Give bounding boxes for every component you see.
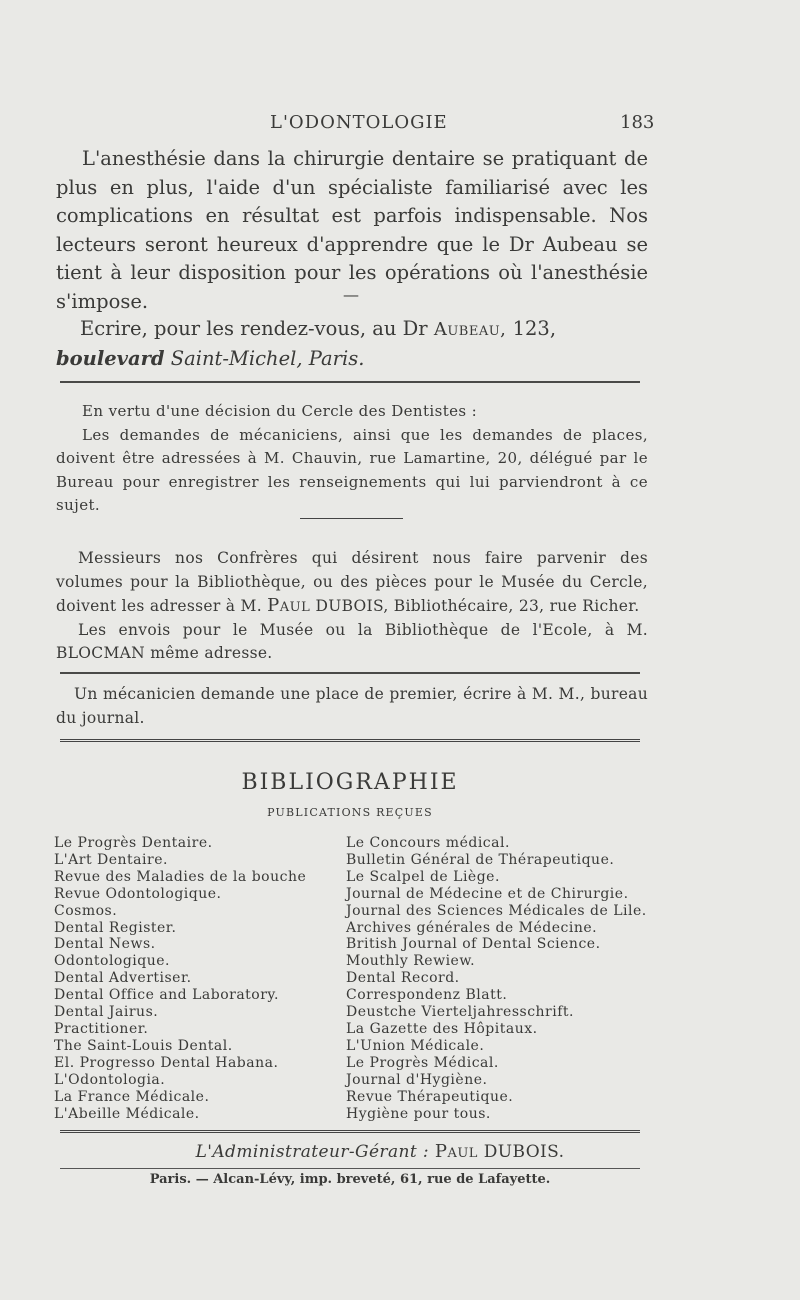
publication-item: Mouthly Rewiew. [346,953,476,970]
publication-item: Odontologique. [54,953,170,970]
publication-item: Dental Office and Laboratory. [54,987,279,1004]
publication-item: Le Concours médical. [346,835,510,851]
publication-item: Le Progrès Dentaire. [54,835,213,851]
publication-item: L'Union Médicale. [346,1037,485,1054]
publication-item: Dental Record. [346,970,460,987]
publication-item: Le Scalpel de Liège. [346,868,500,885]
section-rule [60,672,640,674]
publication-item: L'Abeille Médicale. [54,1105,200,1122]
publication-item: Journal des Sciences Médicales de Lile. [346,902,647,919]
library-name: Paul [267,595,311,616]
contact-street2: Saint-Michel, [170,346,303,370]
publication-item: La Gazette des Hôpitaux. [346,1020,538,1037]
short-dash: — [343,285,359,304]
contact-prefix: Ecrire, pour les rendez-vous, au Dr [80,317,428,340]
contact-city: Paris. [308,346,365,370]
publication-item: Practitioner. [54,1020,149,1037]
bibliography-subtitle: PUBLICATIONS REÇUES [267,806,433,819]
short-rule [300,518,403,519]
running-header-title: L'ODONTOLOGIE [270,112,448,133]
page-number: 183 [620,112,655,133]
publication-item: Bulletin Général de Thérapeutique. [346,851,615,868]
contact-number: 123, [512,317,557,340]
contact-paragraph [56,315,648,373]
publication-item: Dental News. [54,936,156,953]
publications-right-column [346,835,647,1122]
contact-street: boulevard [56,346,165,370]
cercle-line2: Les demandes de mécaniciens, ainsi que les demandes de places, doivent être adressées à M. Chauvin, rue Lamartine, 20, délégué par le Bureau pour enregistrer les renseignements qui lui parviendront à ce sujet. [56,425,648,514]
printer-line: Paris. — Alcan-Lévy, imp. breveté, 61, rue de Lafayette. [149,1172,551,1187]
publication-item: The Saint-Louis Dental. [54,1037,233,1054]
section-rule [60,381,640,383]
bibliography-title: BIBLIOGRAPHIE [241,770,459,795]
publication-item: Journal d'Hygiène. [346,1071,488,1088]
admin-label: L'Administrateur-Gérant : [195,1142,430,1162]
footer-double-rule [60,1130,640,1136]
library-line1a: Messieurs nos Confrères qui désirent nous faire parvenir des volumes pour la Bibliothèque, ou des pièces pour le Musée du Cercle, doivent les adresser à M. [56,549,648,615]
publication-item: Hygiène pour tous. [346,1105,491,1122]
contact-name: Aubeau, [433,319,507,340]
library-line2: Les envois pour le Musée ou la Bibliothèque de l'Ecole, à M. BLOCMAN même adresse. [56,620,648,662]
publication-item: Revue Odontologique. [54,885,222,902]
publication-item: Journal de Médecine et de Chirurgie. [346,885,629,902]
publication-item: Dental Jairus. [54,1004,159,1021]
publication-item: Deustche Vierteljahresschrift. [346,1004,574,1021]
footer-rule [60,1168,640,1169]
publication-item: El. Progresso Dental Habana. [54,1054,279,1071]
double-rule [60,739,640,745]
admin-last-name: DUBOIS. [483,1142,565,1162]
publication-item: L'Art Dentaire. [54,851,168,868]
publication-item: Revue des Maladies de la bouche [54,868,307,885]
publication-item: Archives générales de Médecine. [346,919,598,936]
anesthesia-text: L'anesthésie dans la chirurgie dentaire se pratiquant de plus en plus, l'aide d'un spécialiste familiarisé avec les complications en résultat est parfois indispensable. Nos lecteurs seront heureux d'apprendre que le Dr Aubeau se tient à leur disposition pour les opérations où l'anesthésie s'impose. [56,147,648,313]
publications-left-column [54,835,306,1122]
publication-item: Correspondenz Blatt. [346,987,508,1004]
publication-item: Le Progrès Médical. [346,1054,499,1071]
publication-item: Dental Advertiser. [54,970,192,987]
publication-item: Dental Register. [54,919,177,936]
publication-item: British Journal of Dental Science. [346,936,601,953]
mechanic-notice [56,683,648,730]
mechanic-text: Un mécanicien demande une place de premier, écrire à M. M., bureau du journal. [56,685,648,727]
publication-item: L'Odontologia. [54,1071,166,1088]
cercle-line1: En vertu d'une décision du Cercle des Dentistes : [82,402,478,420]
library-notice [56,547,648,666]
publication-item: Cosmos. [54,902,118,919]
cercle-notice [56,400,648,518]
administrator-line [0,1141,760,1162]
publication-item: La France Médicale. [54,1088,210,1105]
publication-item: Revue Thérapeutique. [346,1088,514,1105]
admin-first-name: Paul [434,1141,478,1162]
library-line1b: DUBOIS, Bibliothécaire, 23, rue Richer. [315,597,640,615]
